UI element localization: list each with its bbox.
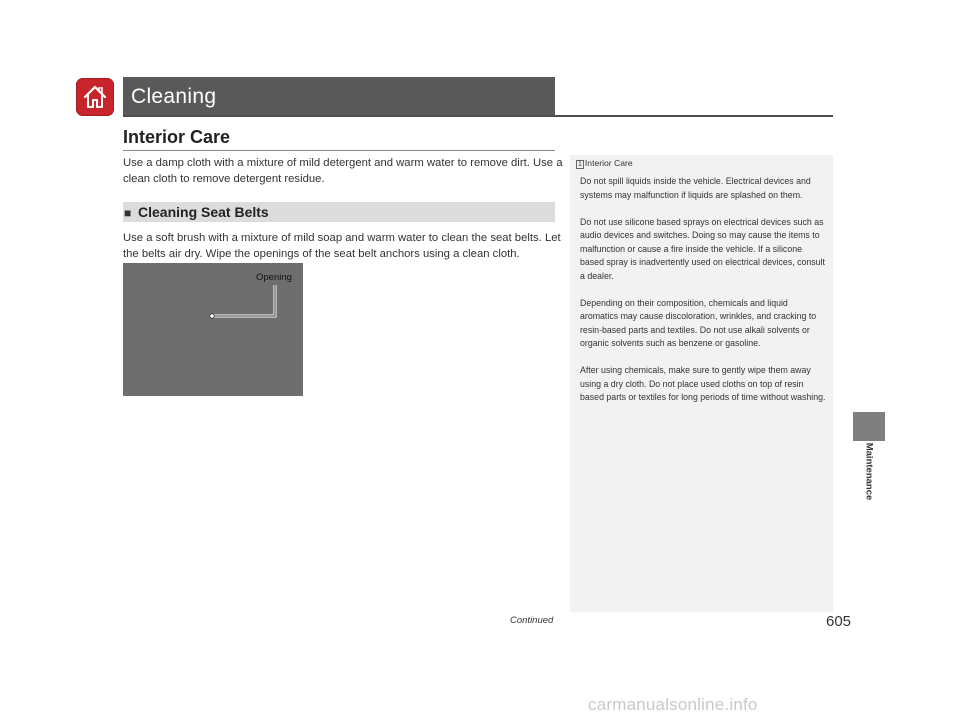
- subsection-marker: ■: [124, 206, 132, 220]
- maintenance-tab-label: Maintenance: [863, 442, 875, 501]
- page-title: Cleaning: [131, 85, 217, 108]
- continued-label: Continued: [510, 615, 554, 626]
- subsection-heading: Cleaning Seat Belts: [138, 204, 269, 220]
- chapter-title-bar: [123, 77, 555, 115]
- home-icon: [81, 83, 109, 111]
- seat-belt-paragraph: Use a soft brush with a mixture of mild soap and warm water to clean the seat belts. Let the belts air dry. Wipe the openings of the seat belt anchors using a clean cloth.: [123, 232, 561, 260]
- note-paragraph: Do not spill liquids inside the vehicle. Electrical devices and systems may malfunction if liquids are splashed on them.: [580, 176, 811, 200]
- page-number: 605: [826, 613, 852, 630]
- subsection-bar: [123, 202, 555, 222]
- note-paragraph: Do not use silicone based sprays on electrical devices such as audio devices and switches. Doing so may cause the items to malfunction or cause a fire inside the vehicle. If a silicone based spray is inadvertently used on electrical devices, consult a dealer.: [580, 216, 825, 281]
- title-divider: [123, 115, 833, 117]
- note-paragraph: After using chemicals, make sure to gently wipe them away using a dry cloth. Do not place used cloths on top of resin based parts or textiles for long periods of time without washing.: [580, 365, 826, 402]
- note-body: [580, 175, 828, 418]
- home-button[interactable]: [76, 78, 114, 116]
- note-heading: [576, 158, 633, 168]
- note-panel: [570, 155, 833, 612]
- maintenance-tab[interactable]: [853, 412, 885, 441]
- section-divider: [123, 150, 555, 151]
- seat-belt-figure: [123, 263, 303, 396]
- note-paragraph: Depending on their composition, chemicals and liquid aromatics may cause discoloration, wrinkles, and cracking to resin-based parts and textiles. Do not use alkali solvents or organic solvents such as benzene or gasoline.: [580, 297, 817, 348]
- note-ref-number: 1: [578, 161, 582, 168]
- opening-callout-label: Opening: [256, 272, 292, 283]
- watermark: carmanualsonline.info: [588, 695, 758, 714]
- intro-paragraph: Use a damp cloth with a mixture of mild detergent and warm water to remove dirt. Use a clean cloth to remove detergent residue.: [123, 157, 563, 185]
- section-heading: Interior Care: [123, 127, 231, 147]
- note-title: Interior Care: [584, 158, 633, 168]
